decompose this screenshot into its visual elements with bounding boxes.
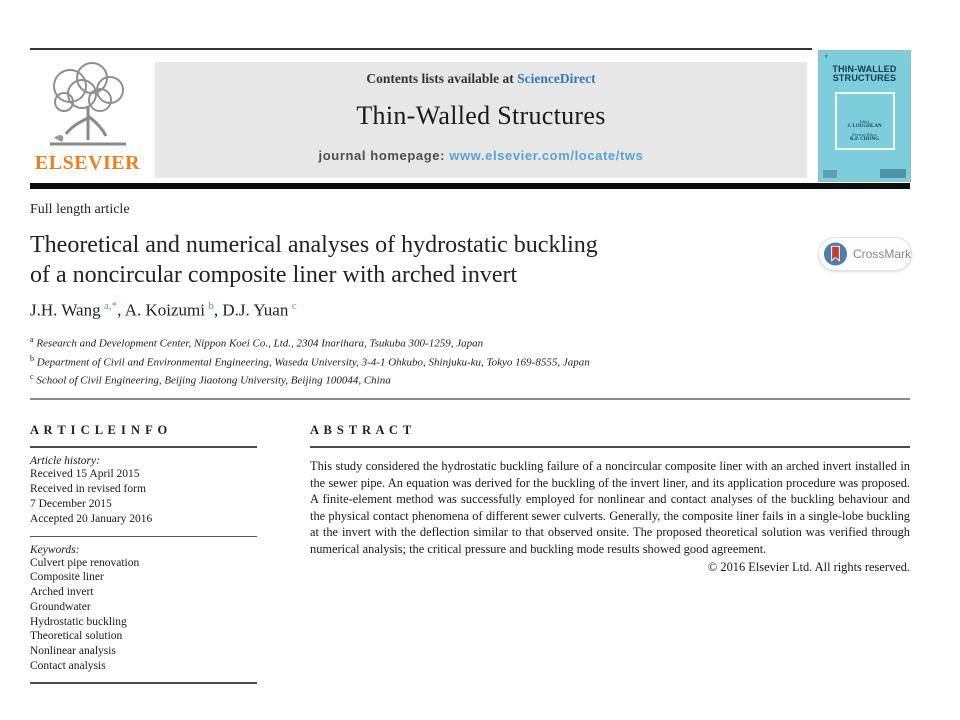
article-info-column xyxy=(30,423,257,684)
elsevier-wordmark: ELSEVIER xyxy=(34,152,141,174)
keyword-item: Theoretical solution xyxy=(30,630,123,643)
elsevier-logo[interactable] xyxy=(30,60,145,180)
cover-sciencedirect-mark xyxy=(880,169,906,178)
author-line: J.H. Wang $^{a,*}$, A. Koizumi $^b$, D.J. Yuan $^c$ xyxy=(30,300,297,320)
history-item: 7 December 2015 xyxy=(30,497,112,510)
affiliation-line: $^b$ Department of Civil and Environmental Engineering, Waseda University, 3-4-1 Ohkubo, Shinjuku-ku, Tokyo 169-8555, Japan xyxy=(30,353,590,369)
contents-prefix: Contents lists available at xyxy=(366,71,518,86)
history-item: Received in revised form xyxy=(30,482,146,495)
cover-editor-label: Editor xyxy=(859,118,870,124)
keyword-item: Groundwater xyxy=(30,600,91,613)
homepage-line xyxy=(155,148,807,163)
crossmark-icon xyxy=(823,241,848,267)
elsevier-tree-icon xyxy=(40,60,136,152)
cover-bottom-marks xyxy=(823,169,906,178)
keyword-item: Arched invert xyxy=(30,586,94,599)
affiliation-line: $^a$ Research and Development Center, Nippon Koei Co., Ltd., 2304 Inarihara, Tsukuba 300-1259, Japan xyxy=(30,335,484,350)
article-info-heading: A R T I C L E I N F O xyxy=(30,423,169,437)
article-history-list xyxy=(30,467,257,527)
affiliation-divider-rule xyxy=(30,398,910,400)
affiliations xyxy=(30,334,590,390)
keyword-item: Culvert pipe renovation xyxy=(30,556,140,569)
keyword-item: Composite liner xyxy=(30,571,104,584)
journal-title: Thin-Walled Structures xyxy=(356,101,606,130)
author-sup-link[interactable]: c xyxy=(291,300,297,312)
cover-editor-name: J. LOUGHLAN xyxy=(847,123,882,129)
author-sup-link[interactable]: b xyxy=(208,300,214,312)
copyright-line: © 2016 Elsevier Ltd. All rights reserved. xyxy=(707,559,910,574)
top-rule xyxy=(30,48,812,50)
homepage-url-link[interactable]: www.elsevier.com/locate/tws xyxy=(449,148,644,163)
keyword-item: Hydrostatic buckling xyxy=(30,615,127,628)
article-type-label: Full length article xyxy=(30,202,130,217)
cover-reviews-editor-label: Reviews Editor xyxy=(852,131,877,137)
article-title xyxy=(30,231,730,290)
cover-title: THIN-WALLED STRUCTURES xyxy=(832,63,897,84)
crossmark-badge[interactable] xyxy=(818,237,912,271)
article-title-line1: Theoretical and numerical analyses of hydrostatic buckling xyxy=(30,232,598,258)
article-info-bottom-rule xyxy=(30,682,257,684)
keywords-list xyxy=(30,556,257,674)
header-bottom-rule xyxy=(30,183,910,189)
article-info-rule xyxy=(30,446,257,448)
sciencedirect-link[interactable]: ScienceDirect xyxy=(517,71,596,86)
cover-reviews-editor-name: K.P. CHONG xyxy=(849,136,880,142)
homepage-label: journal homepage: xyxy=(318,148,450,163)
author-name: A. Koizumi xyxy=(124,300,205,320)
keyword-item: Contact analysis xyxy=(30,659,106,672)
history-item: Accepted 20 January 2016 xyxy=(30,512,153,525)
journal-cover-thumbnail[interactable] xyxy=(818,50,911,182)
keywords-label: Keywords: xyxy=(30,543,80,556)
article-title-line2: of a noncircular composite liner with arched invert xyxy=(30,261,518,288)
history-item: Received 15 April 2015 xyxy=(30,468,140,480)
cover-mini-elsevier-icon: ⚜ xyxy=(824,55,829,60)
keywords-divider-rule xyxy=(30,536,257,537)
journal-banner xyxy=(155,62,807,178)
cover-inner-box xyxy=(835,92,895,150)
abstract-heading: A B S T R A C T xyxy=(310,423,413,437)
crossmark-label: CrossMark xyxy=(852,247,911,261)
article-history-label: Article history: xyxy=(30,455,100,467)
keyword-item: Nonlinear analysis xyxy=(30,645,116,658)
contents-line xyxy=(155,71,807,87)
cover-issn-mark xyxy=(823,170,837,178)
abstract-column xyxy=(310,423,910,575)
author-name: D.J. Yuan xyxy=(222,300,289,320)
abstract-text: This study considered the hydrostatic buckling failure of a noncircular composite liner with an arched invert installed in the sewer pipe. An equation was derived for the buckling of the invert liner, and its application procedure was proposed. A finite-element method was successfully employed for nonlinear and contact analyses of the buckling behaviour and the physical contact phenomena of different sewer culverts. Generally, the composite liner fails in a single-lobe buckling at the invert with the deflection similar to that observed onsite. The proposed theoretical solution was verified through numerical analysis; the critical pressure and buckling mode results showed good agreement. xyxy=(310,459,910,557)
author-sup-link[interactable]: a,* xyxy=(103,300,118,312)
author-name: J.H. Wang xyxy=(30,300,101,320)
affiliation-line: $^c$ School of Civil Engineering, Beijing Jiaotong University, Beijing 100044, China xyxy=(30,372,391,387)
abstract-rule xyxy=(310,446,910,448)
